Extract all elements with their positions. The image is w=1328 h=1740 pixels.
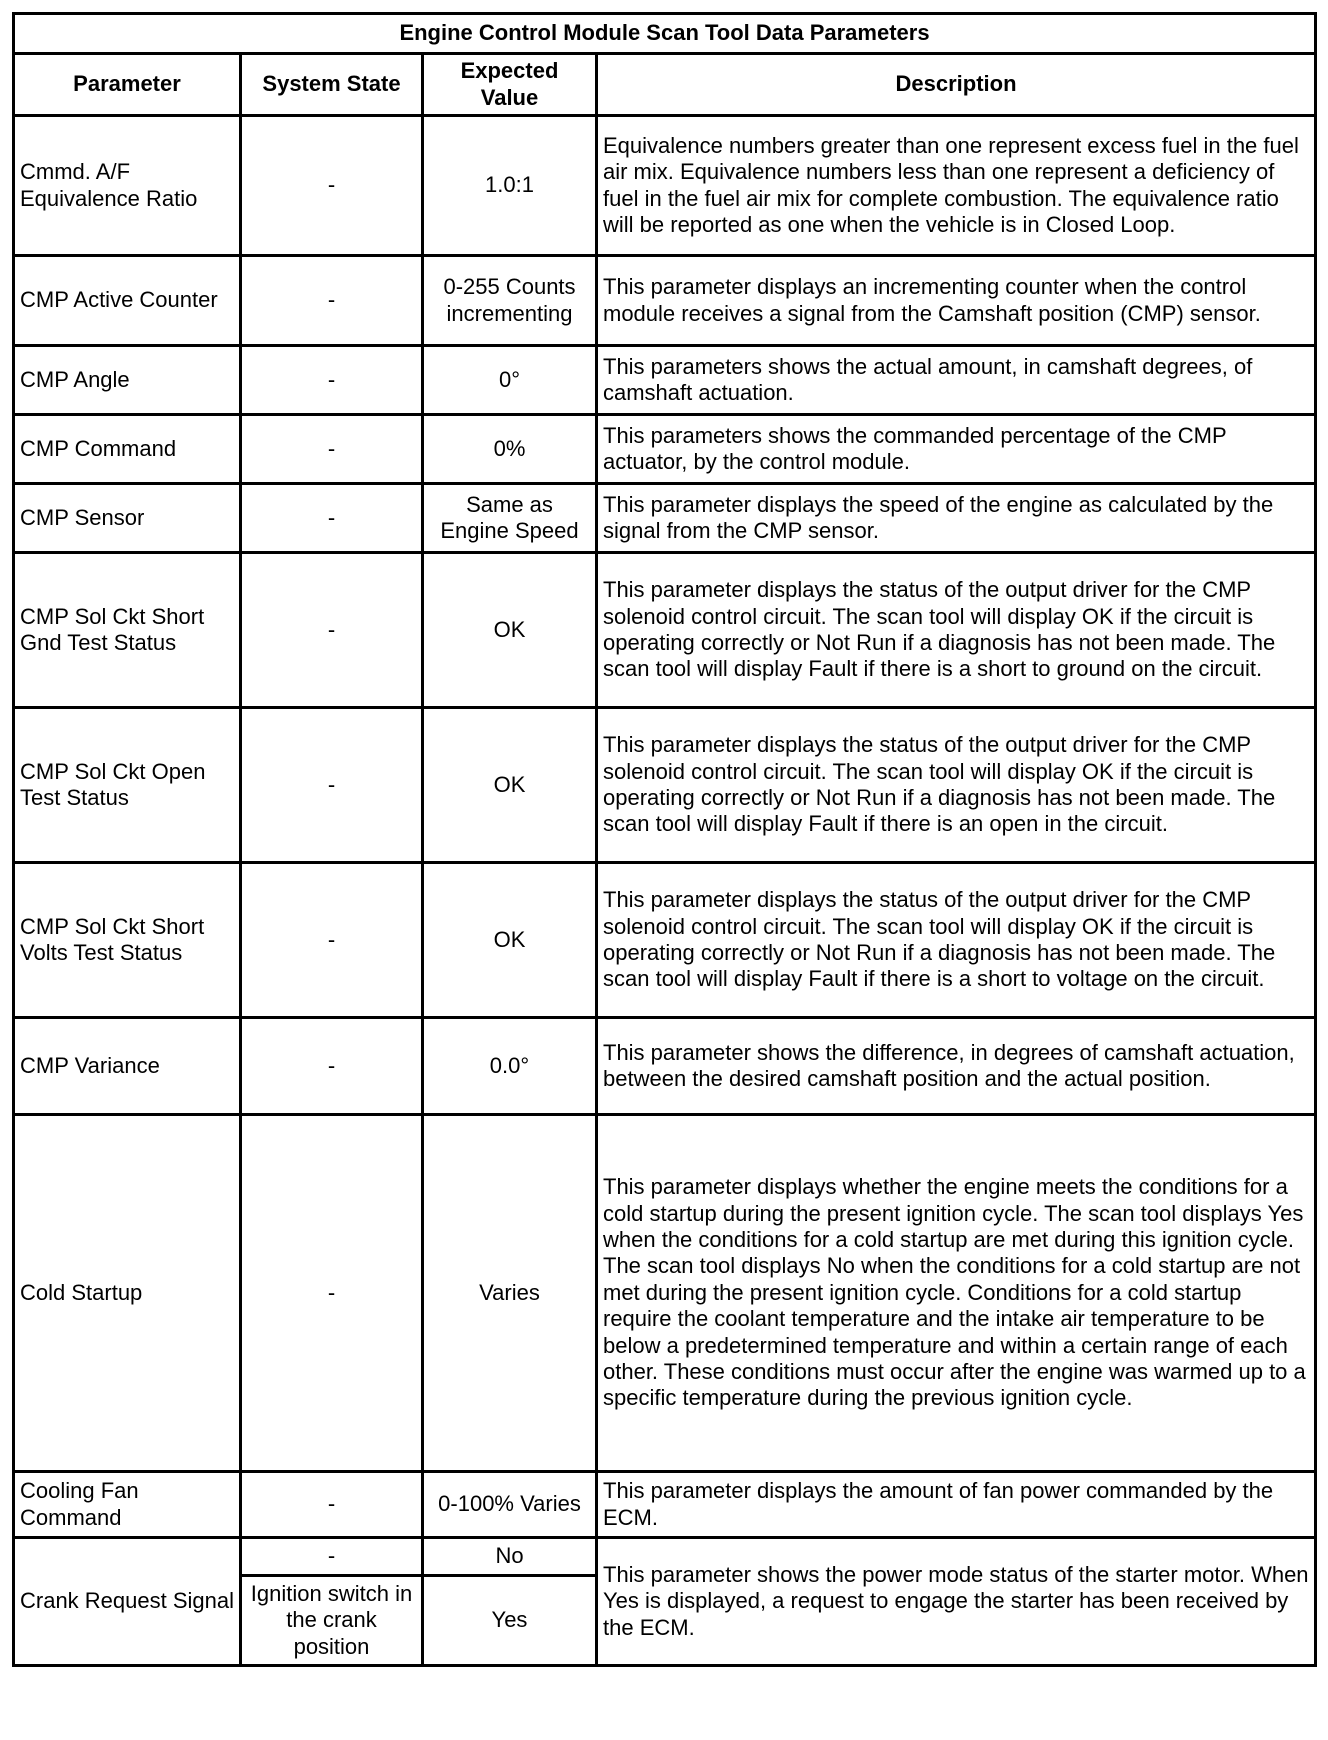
expected-value-cell: 0-100% Varies <box>423 1472 597 1538</box>
system-state-cell: - <box>241 484 423 553</box>
table-row <box>14 708 1316 863</box>
table-row <box>14 256 1316 346</box>
system-state-cell: - <box>241 1018 423 1115</box>
expected-value-cell: 0% <box>423 415 597 484</box>
table-title: Engine Control Module Scan Tool Data Parameters <box>14 14 1316 54</box>
expected-value-cell: Yes <box>423 1576 597 1666</box>
parameter-cell: Crank Request Signal <box>14 1538 241 1666</box>
expected-value-cell: Varies <box>423 1115 597 1472</box>
table-row <box>14 553 1316 708</box>
parameter-cell: Cooling Fan Command <box>14 1472 241 1538</box>
system-state-cell: - <box>241 1538 423 1576</box>
scan-tool-data-table <box>12 12 1317 1667</box>
parameter-cell: CMP Sol Ckt Open Test Status <box>14 708 241 863</box>
description-cell: This parameter shows the power mode status of the starter motor. When Yes is displayed, a request to engage the starter has been received by the ECM. <box>597 1538 1316 1666</box>
description-cell: This parameter displays the status of the output driver for the CMP solenoid control circuit. The scan tool will display OK if the circuit is operating correctly or Not Run if a diagnosis has not been made. The scan tool will display Fault if there is a short to ground on the circuit. <box>597 553 1316 708</box>
parameter-cell: CMP Sol Ckt Short Gnd Test Status <box>14 553 241 708</box>
description-cell: This parameters shows the actual amount, in camshaft degrees, of camshaft actuation. <box>597 346 1316 415</box>
header-description: Description <box>597 54 1316 116</box>
parameter-cell: Cold Startup <box>14 1115 241 1472</box>
parameter-cell: CMP Sensor <box>14 484 241 553</box>
expected-value-cell: 0.0° <box>423 1018 597 1115</box>
table-row <box>14 116 1316 256</box>
description-cell: This parameter displays the speed of the engine as calculated by the signal from the CMP sensor. <box>597 484 1316 553</box>
header-parameter: Parameter <box>14 54 241 116</box>
description-cell: This parameter displays the status of the output driver for the CMP solenoid control circuit. The scan tool will display OK if the circuit is operating correctly or Not Run if a diagnosis has not been made. The scan tool will display Fault if there is a short to voltage on the circuit. <box>597 863 1316 1018</box>
parameter-cell: CMP Variance <box>14 1018 241 1115</box>
system-state-cell: - <box>241 346 423 415</box>
system-state-cell: Ignition switch in the crank position <box>241 1576 423 1666</box>
parameter-cell: Cmmd. A/F Equivalence Ratio <box>14 116 241 256</box>
system-state-cell: - <box>241 553 423 708</box>
table-row <box>14 1472 1316 1538</box>
parameter-cell: CMP Sol Ckt Short Volts Test Status <box>14 863 241 1018</box>
expected-value-cell: OK <box>423 863 597 1018</box>
description-cell: This parameter displays the amount of fan power commanded by the ECM. <box>597 1472 1316 1538</box>
description-cell: This parameters shows the commanded percentage of the CMP actuator, by the control module. <box>597 415 1316 484</box>
table-row <box>14 484 1316 553</box>
description-cell: This parameter shows the difference, in degrees of camshaft actuation, between the desired camshaft position and the actual position. <box>597 1018 1316 1115</box>
table-row <box>14 415 1316 484</box>
header-expected-value: Expected Value <box>423 54 597 116</box>
expected-value-cell: 0-255 Counts incrementing <box>423 256 597 346</box>
description-cell: This parameter displays whether the engine meets the conditions for a cold startup during the present ignition cycle. The scan tool displays Yes when the conditions for a cold startup are met during this ignition cycle. The scan tool displays No when the conditions for a cold startup are not met during the present ignition cycle. Conditions for a cold startup require the coolant temperature and the intake air temperature to be below a predetermined temperature and within a certain range of each other. These conditions must occur after the engine was warmed up to a specific temperature during the previous ignition cycle. <box>597 1115 1316 1472</box>
expected-value-cell: 1.0:1 <box>423 116 597 256</box>
parameter-cell: CMP Command <box>14 415 241 484</box>
system-state-cell: - <box>241 256 423 346</box>
document-page <box>12 12 1314 1667</box>
header-system-state: System State <box>241 54 423 116</box>
expected-value-cell: No <box>423 1538 597 1576</box>
expected-value-cell: Same as Engine Speed <box>423 484 597 553</box>
expected-value-cell: OK <box>423 708 597 863</box>
system-state-cell: - <box>241 116 423 256</box>
system-state-cell: - <box>241 708 423 863</box>
system-state-cell: - <box>241 415 423 484</box>
table-row <box>14 346 1316 415</box>
system-state-cell: - <box>241 863 423 1018</box>
system-state-cell: - <box>241 1115 423 1472</box>
expected-value-cell: OK <box>423 553 597 708</box>
parameter-cell: CMP Angle <box>14 346 241 415</box>
table-row <box>14 863 1316 1018</box>
description-cell: This parameter displays an incrementing counter when the control module receives a signal from the Camshaft position (CMP) sensor. <box>597 256 1316 346</box>
table-row <box>14 1018 1316 1115</box>
table-row <box>14 1115 1316 1472</box>
system-state-cell: - <box>241 1472 423 1538</box>
description-cell: Equivalence numbers greater than one represent excess fuel in the fuel air mix. Equivalence numbers less than one represent a deficiency of fuel in the fuel air mix for complete combustion. The equivalence ratio will be reported as one when the vehicle is in Closed Loop. <box>597 116 1316 256</box>
expected-value-cell: 0° <box>423 346 597 415</box>
parameter-cell: CMP Active Counter <box>14 256 241 346</box>
description-cell: This parameter displays the status of the output driver for the CMP solenoid control circuit. The scan tool will display OK if the circuit is operating correctly or Not Run if a diagnosis has not been made. The scan tool will display Fault if there is an open in the circuit. <box>597 708 1316 863</box>
table-row <box>14 1538 1316 1576</box>
